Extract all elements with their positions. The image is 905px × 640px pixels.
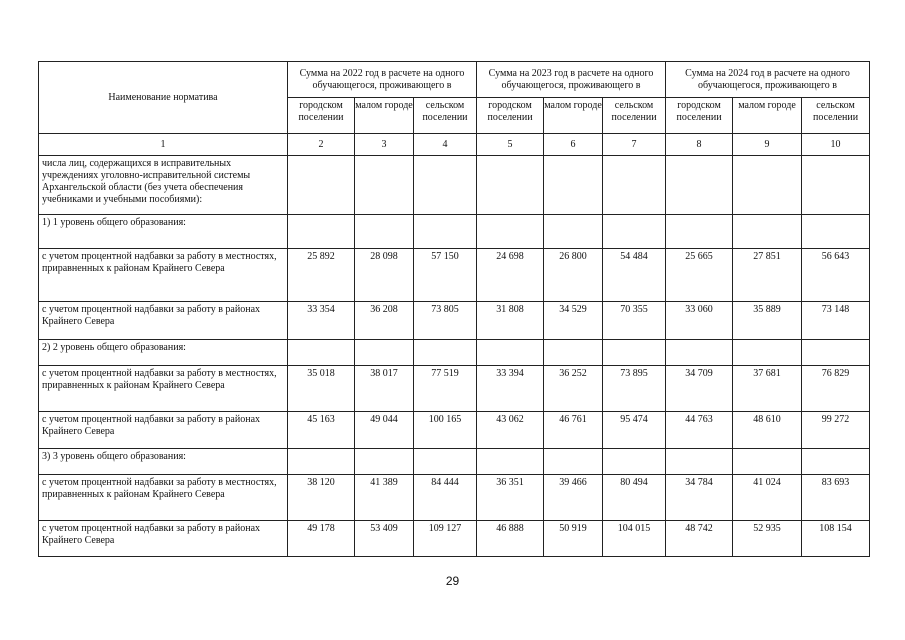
- row-label: с учетом процентной надбавки за работу в местностях, приравненных к районам Крайнего Севера: [39, 366, 288, 412]
- value-cell: 35 018: [288, 366, 355, 412]
- row-label: с учетом процентной надбавки за работу в местностях, приравненных к районам Крайнего Севера: [39, 249, 288, 302]
- value-cell: 49 044: [355, 412, 414, 449]
- column-number: 5: [477, 134, 544, 156]
- value-cell: [414, 215, 477, 249]
- value-cell: 104 015: [603, 521, 666, 557]
- value-cell: [603, 215, 666, 249]
- value-cell: [666, 340, 733, 366]
- column-number: 6: [544, 134, 603, 156]
- value-cell: 41 389: [355, 475, 414, 521]
- value-cell: 84 444: [414, 475, 477, 521]
- normative-table: [38, 61, 870, 557]
- value-cell: 70 355: [603, 302, 666, 340]
- value-cell: [603, 340, 666, 366]
- header-sub-small-town: малом городе: [544, 98, 603, 134]
- value-cell: [666, 449, 733, 475]
- value-cell: 27 851: [733, 249, 802, 302]
- header-sub-urban: городском поселении: [477, 98, 544, 134]
- table-body: [39, 156, 870, 557]
- value-cell: 95 474: [603, 412, 666, 449]
- value-cell: [802, 215, 870, 249]
- value-cell: 80 494: [603, 475, 666, 521]
- value-cell: 24 698: [477, 249, 544, 302]
- value-cell: [477, 215, 544, 249]
- table-row: [39, 449, 870, 475]
- column-number: 2: [288, 134, 355, 156]
- value-cell: [733, 156, 802, 215]
- header-row-groups: [39, 62, 870, 98]
- value-cell: [355, 449, 414, 475]
- column-number: 4: [414, 134, 477, 156]
- value-cell: [288, 449, 355, 475]
- row-label: 3) 3 уровень общего образования:: [39, 449, 288, 475]
- value-cell: 54 484: [603, 249, 666, 302]
- row-label: с учетом процентной надбавки за работу в районах Крайнего Севера: [39, 412, 288, 449]
- value-cell: 33 354: [288, 302, 355, 340]
- value-cell: 34 784: [666, 475, 733, 521]
- value-cell: [802, 449, 870, 475]
- row-label: с учетом процентной надбавки за работу в районах Крайнего Севера: [39, 521, 288, 557]
- table-row: [39, 340, 870, 366]
- value-cell: 73 895: [603, 366, 666, 412]
- row-label: с учетом процентной надбавки за работу в районах Крайнего Севера: [39, 302, 288, 340]
- value-cell: 48 610: [733, 412, 802, 449]
- row-label: 1) 1 уровень общего образования:: [39, 215, 288, 249]
- header-sub-small-town: малом городе: [733, 98, 802, 134]
- value-cell: 73 805: [414, 302, 477, 340]
- value-cell: 108 154: [802, 521, 870, 557]
- value-cell: [477, 156, 544, 215]
- value-cell: 52 935: [733, 521, 802, 557]
- value-cell: [288, 340, 355, 366]
- header-sub-urban: городском поселении: [666, 98, 733, 134]
- value-cell: [544, 340, 603, 366]
- value-cell: 41 024: [733, 475, 802, 521]
- page-number: 29: [445, 574, 460, 588]
- value-cell: [666, 215, 733, 249]
- header-group-2024: Сумма на 2024 год в расчете на одного обучающегося, проживающего в: [666, 62, 870, 98]
- value-cell: 73 148: [802, 302, 870, 340]
- value-cell: [355, 156, 414, 215]
- column-number: 10: [802, 134, 870, 156]
- value-cell: [733, 215, 802, 249]
- value-cell: 33 060: [666, 302, 733, 340]
- value-cell: [414, 156, 477, 215]
- value-cell: 57 150: [414, 249, 477, 302]
- value-cell: [355, 215, 414, 249]
- value-cell: [355, 340, 414, 366]
- value-cell: 35 889: [733, 302, 802, 340]
- value-cell: 76 829: [802, 366, 870, 412]
- table-row: [39, 215, 870, 249]
- value-cell: [288, 156, 355, 215]
- value-cell: [733, 340, 802, 366]
- header-sub-rural: сельском поселении: [603, 98, 666, 134]
- value-cell: 83 693: [802, 475, 870, 521]
- value-cell: [603, 156, 666, 215]
- column-number: 1: [39, 134, 288, 156]
- column-number: 7: [603, 134, 666, 156]
- table-row: [39, 366, 870, 412]
- value-cell: 48 742: [666, 521, 733, 557]
- header-group-2022: Сумма на 2022 год в расчете на одного обучающегося, проживающего в: [288, 62, 477, 98]
- value-cell: 34 529: [544, 302, 603, 340]
- table-row: [39, 521, 870, 557]
- value-cell: [414, 449, 477, 475]
- value-cell: 38 017: [355, 366, 414, 412]
- value-cell: 49 178: [288, 521, 355, 557]
- value-cell: 109 127: [414, 521, 477, 557]
- column-number: 9: [733, 134, 802, 156]
- value-cell: 25 892: [288, 249, 355, 302]
- header-sub-small-town: малом городе: [355, 98, 414, 134]
- value-cell: 45 163: [288, 412, 355, 449]
- column-number: 3: [355, 134, 414, 156]
- value-cell: 36 351: [477, 475, 544, 521]
- table-row: [39, 302, 870, 340]
- value-cell: [544, 156, 603, 215]
- value-cell: 43 062: [477, 412, 544, 449]
- value-cell: 36 208: [355, 302, 414, 340]
- value-cell: [666, 156, 733, 215]
- value-cell: [802, 340, 870, 366]
- value-cell: [544, 215, 603, 249]
- value-cell: 46 761: [544, 412, 603, 449]
- value-cell: [414, 340, 477, 366]
- header-sub-rural: сельском поселении: [414, 98, 477, 134]
- value-cell: 77 519: [414, 366, 477, 412]
- header-name-cell: Наименование норматива: [39, 62, 288, 134]
- value-cell: 25 665: [666, 249, 733, 302]
- value-cell: [288, 215, 355, 249]
- column-number: 8: [666, 134, 733, 156]
- value-cell: [603, 449, 666, 475]
- value-cell: 100 165: [414, 412, 477, 449]
- value-cell: 37 681: [733, 366, 802, 412]
- value-cell: [477, 449, 544, 475]
- row-label: числа лиц, содержащихся в исправительных учреждениях уголовно-исправительной системы Архангельской области (без учета обеспечения учебниками и учебными пособиями):: [39, 156, 288, 215]
- value-cell: 36 252: [544, 366, 603, 412]
- value-cell: 31 808: [477, 302, 544, 340]
- value-cell: 38 120: [288, 475, 355, 521]
- value-cell: [544, 449, 603, 475]
- header-group-2023: Сумма на 2023 год в расчете на одного обучающегося, проживающего в: [477, 62, 666, 98]
- value-cell: 53 409: [355, 521, 414, 557]
- row-label: с учетом процентной надбавки за работу в местностях, приравненных к районам Крайнего Севера: [39, 475, 288, 521]
- table-row: [39, 412, 870, 449]
- value-cell: 99 272: [802, 412, 870, 449]
- row-label: 2) 2 уровень общего образования:: [39, 340, 288, 366]
- value-cell: [802, 156, 870, 215]
- header-sub-rural: сельском поселении: [802, 98, 870, 134]
- value-cell: [477, 340, 544, 366]
- value-cell: 33 394: [477, 366, 544, 412]
- value-cell: 34 709: [666, 366, 733, 412]
- value-cell: 46 888: [477, 521, 544, 557]
- value-cell: 50 919: [544, 521, 603, 557]
- table-row: [39, 156, 870, 215]
- header-sub-urban: городском поселении: [288, 98, 355, 134]
- value-cell: 28 098: [355, 249, 414, 302]
- value-cell: 44 763: [666, 412, 733, 449]
- column-number-row: [39, 134, 870, 156]
- table-row: [39, 249, 870, 302]
- value-cell: 39 466: [544, 475, 603, 521]
- value-cell: 26 800: [544, 249, 603, 302]
- value-cell: 56 643: [802, 249, 870, 302]
- value-cell: [733, 449, 802, 475]
- table-row: [39, 475, 870, 521]
